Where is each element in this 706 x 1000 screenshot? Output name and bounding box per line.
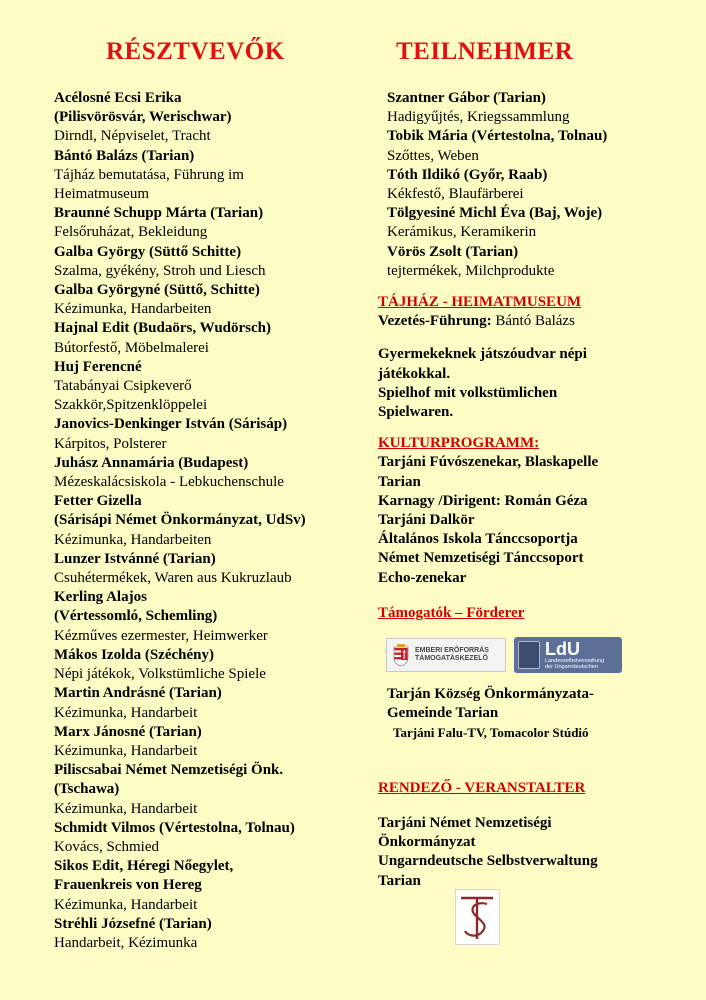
museum-line: játékokkal. — [378, 365, 451, 382]
participant-craft: Kézimunka, Handarbeiten — [54, 531, 212, 548]
kultur-line: Karnagy /Dirigent: Román Géza — [378, 492, 588, 509]
ldu-crest-icon — [518, 641, 540, 669]
participant-name: (Tschawa) — [54, 781, 120, 798]
logo-text-line: TÁMOGATÁSKEZELŐ — [415, 655, 488, 663]
participant-craft: Szakkör,Spitzenklöppelei — [54, 397, 208, 414]
participant-craft: Kovács, Schmied — [54, 838, 159, 855]
kultur-line: Német Nemzetiségi Tánccsoport — [378, 550, 584, 567]
museum-line: Gyermekeknek játszóudvar népi — [378, 346, 587, 363]
participant-craft: Csuhétermékek, Waren aus Kukruzlaub — [54, 570, 292, 587]
participants-list-right — [378, 89, 698, 281]
participant-name: Tóth Ildikó (Győr, Raab) — [387, 166, 548, 183]
participant-craft: Kárpitos, Polsterer — [54, 435, 167, 452]
kultur-line: Tarjáni Fúvószenekar, Blaskapelle — [378, 454, 599, 471]
participant-name: Huj Ferencné — [54, 358, 142, 375]
participant-name: (Pilisvörösvár, Werischwar) — [54, 109, 232, 126]
participant-craft: Kézimunka, Handarbeit — [54, 800, 198, 817]
participant-name: (Sárisápi Német Önkormányzat, UdSv) — [54, 512, 306, 529]
participant-name: Stréhli Józsefné (Tarian) — [54, 915, 212, 932]
organizer-line: Tarian — [378, 872, 421, 889]
participant-name: Mákos Izolda (Széchény) — [54, 646, 214, 663]
sponsor-names — [378, 685, 698, 743]
right-column — [378, 89, 698, 891]
ldu-text — [545, 640, 604, 670]
museum-description — [378, 345, 698, 422]
kultur-line: Tarian — [378, 473, 421, 490]
participant-name: Galba Györgyné (Süttő, Schitte) — [54, 282, 260, 299]
participant-name: Lunzer Istvánné (Tarian) — [54, 550, 216, 567]
kultur-line: Echo-zenekar — [378, 569, 467, 586]
kultur-title: KULTURPROGRAMM: — [378, 435, 540, 452]
organizer-title: RENDEZŐ - VERANSTALTER — [378, 779, 586, 796]
participant-name: Sikos Edit, Héregi Nőegylet, — [54, 858, 234, 875]
museum-line: Spielhof mit volkstümlichen — [378, 384, 558, 401]
museum-leader — [378, 312, 698, 331]
museum-leader-name: Bántó Balázs — [491, 313, 575, 330]
participant-name: Juhász Annamária (Budapest) — [54, 454, 249, 471]
participant-craft: Felsőruházat, Bekleidung — [54, 224, 208, 241]
heading-participants-hu: RÉSZTVEVŐK — [106, 38, 285, 65]
participant-craft: Handarbeit, Kézimunka — [54, 934, 198, 951]
sponsor-line: Gemeinde Tarian — [387, 705, 499, 722]
ldu-abbreviation: LdU — [545, 639, 580, 660]
sponsors-title: Támogatók – Förderer — [378, 604, 525, 621]
kultur-line: Általános Iskola Tánccsoportja — [378, 531, 578, 548]
participant-craft: Dirndl, Népviselet, Tracht — [54, 128, 211, 145]
emberi-eroforras-logo — [386, 638, 506, 672]
organizer-names — [378, 814, 698, 891]
participant-craft: Kézimunka, Handarbeit — [54, 896, 198, 913]
participant-name: Martin Andrásné (Tarian) — [54, 685, 222, 702]
heading-participants-de: TEILNEHMER — [396, 38, 574, 65]
organizer-line: Önkormányzat — [378, 834, 476, 851]
participant-name: Szantner Gábor (Tarian) — [387, 90, 546, 106]
museum-leader-label: Vezetés-Führung: — [378, 313, 492, 330]
participant-craft: Kézimunka, Handarbeit — [54, 742, 198, 759]
participant-craft: Mézeskalácsiskola - Lebkuchenschule — [54, 474, 284, 491]
participant-name: Marx Jánosné (Tarian) — [54, 723, 202, 740]
participant-name: (Vértessomló, Schemling) — [54, 608, 218, 625]
sponsor-logos — [386, 637, 698, 673]
participant-name: Hajnal Edit (Budaörs, Wudörsch) — [54, 320, 271, 337]
hungarian-crest-icon — [392, 643, 410, 667]
organizer-monogram-logo — [455, 889, 500, 945]
participant-craft: Szőttes, Weben — [387, 147, 479, 164]
participant-craft: Kézimunka, Handarbeiten — [54, 301, 212, 318]
sponsor-line: Tarján Község Önkormányzata- — [387, 686, 594, 703]
participant-name: Schmidt Vilmos (Vértestolna, Tolnau) — [54, 819, 295, 836]
participant-craft: Kékfestő, Blaufärberei — [387, 186, 524, 203]
organizer-line: Ungarndeutsche Selbstverwaltung — [378, 853, 598, 870]
participant-craft: Hadigyűjtés, Kriegssammlung — [387, 109, 570, 126]
emberi-eroforras-text — [415, 647, 489, 663]
participant-name: Fetter Gizella — [54, 493, 142, 510]
ldu-subtitle: Landesselbstverwaltung — [545, 658, 605, 665]
kultur-line: Tarjáni Dalkör — [378, 512, 475, 529]
participant-name: Vörös Zsolt (Tarian) — [387, 243, 519, 260]
participant-craft: Népi játékok, Volkstümliche Spiele — [54, 666, 266, 683]
participant-name: Galba György (Süttő Schitte) — [54, 243, 242, 260]
participant-name: Bántó Balázs (Tarian) — [54, 147, 195, 164]
logo-text-line: EMBERI ERŐFORRÁS — [415, 647, 489, 655]
organizer-line: Tarjáni Német Nemzetiségi — [378, 814, 552, 831]
sponsor-media: Tarjáni Falu-TV, Tomacolor Stúdió — [393, 725, 589, 741]
participant-name: Janovics-Denkinger István (Sárisáp) — [54, 416, 288, 433]
participant-craft: Kézimunka, Handarbeit — [54, 704, 198, 721]
participant-name: Acélosné Ecsi Erika — [54, 90, 182, 106]
participant-name: Tobik Mária (Vértestolna, Tolnau) — [387, 128, 608, 145]
participant-name: Kerling Alajos — [54, 589, 147, 606]
participants-list-left — [54, 89, 384, 953]
museum-line: Spielwaren. — [378, 404, 454, 421]
ldu-subtitle: der Ungarndeutschen — [545, 664, 598, 671]
participant-name: Tölgyesiné Michl Éva (Baj, Woje) — [387, 205, 603, 222]
participant-craft: Tájház bemutatása, Führung im — [54, 166, 244, 183]
participant-craft: Tatabányai Csipkeverő — [54, 378, 192, 395]
ldu-logo — [514, 637, 622, 673]
participant-craft: Kézműves ezermester, Heimwerker — [54, 627, 268, 644]
participant-craft: Szalma, gyékény, Stroh und Liesch — [54, 262, 266, 279]
participant-name: Frauenkreis von Hereg — [54, 877, 202, 894]
participant-craft: Bútorfestő, Möbelmalerei — [54, 339, 209, 356]
museum-title: TÁJHÁZ - HEIMATMUSEUM — [378, 294, 582, 311]
participant-name: Braunné Schupp Márta (Tarian) — [54, 205, 264, 222]
participant-craft: tejtermékek, Milchprodukte — [387, 262, 555, 279]
participant-name: Piliscsabai Német Nemzetiségi Önk. — [54, 762, 284, 779]
participant-craft: Heimatmuseum — [54, 186, 149, 203]
kultur-program — [378, 453, 698, 587]
participant-craft: Kerámikus, Keramikerin — [387, 224, 537, 241]
